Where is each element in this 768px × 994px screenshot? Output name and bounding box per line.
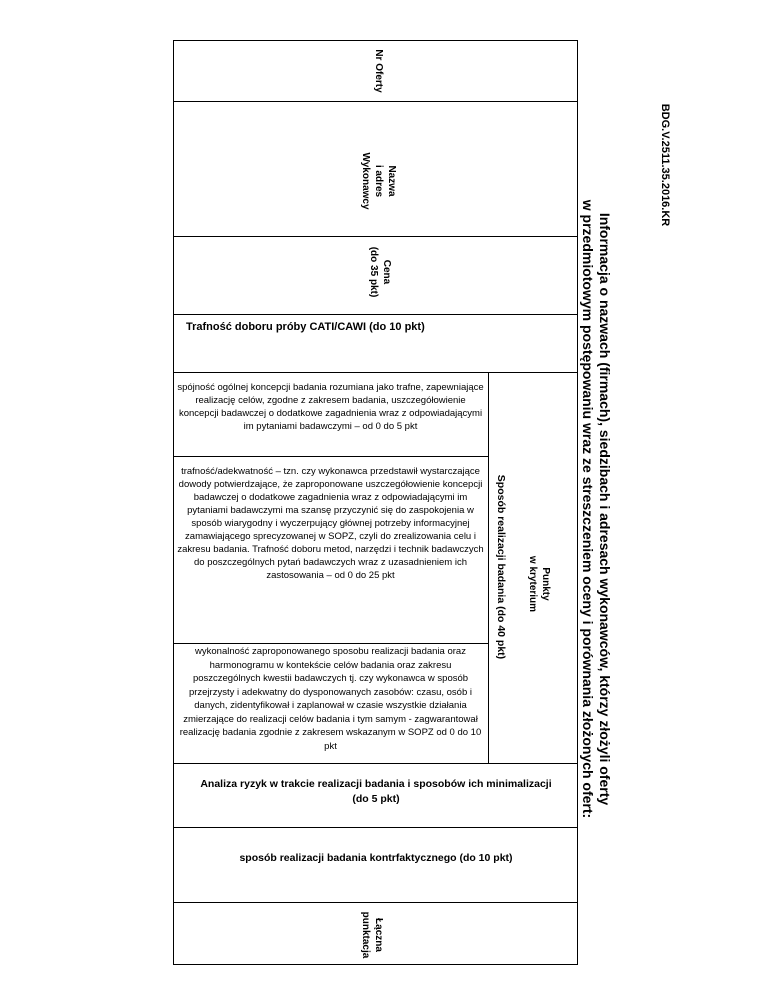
- criterion-risk-analysis: Analiza ryzyk w trakcie realizacji badania i sposobów ich minimalizacji (do 5 pkt): [200, 778, 552, 805]
- row-divider: [173, 372, 578, 373]
- col-price-line-2: (do 35 pkt): [368, 246, 379, 298]
- row-divider: [173, 456, 488, 457]
- row-divider: [173, 643, 488, 644]
- points-header-line-2: w kryterium: [527, 555, 538, 613]
- method-adequacy: trafność/adekwatność – tzn. czy wykonawca przedstawił wystarczające dowody potwierdzające, że zaproponowane uszczegółowienie koncepcji badawczej o dodatkowe zagadnienia wraz z odpowiadającymi im pytaniami badawczymi ma szansę przyczynić się do zaspokojenia w sposób wiarygodny i wyczerpujący głównej potrzeby informacyjnej zamawiającego sprecyzowanej w SOPZ, czyli do zrealizowania celu i zakresu badania. Trafność doboru metod, narzędzi i technik badawczych do poszczególnych pytań badawczych wraz z uzasadnieniem ich zastosowania – od 0 do 25 pkt: [177, 466, 484, 581]
- column-divider: [488, 372, 489, 763]
- col-name-line-1: Nazwa: [386, 165, 397, 197]
- col-offer-number: Nr Oferty: [373, 49, 384, 93]
- row-divider: [173, 763, 578, 764]
- title-line-2: w przedmiotowym postępowaniu wraz ze streszczeniem oceny i porównania złożonych ofert:: [580, 199, 596, 819]
- total-line-1: Łączna: [373, 918, 384, 952]
- method-coherence: spójność ogólnej koncepcji badania rozumiana jako trafne, zapewniające realizację celów, zgodne z zakresem badania, uszczegółowienie koncepcji badawczej o dodatkowe zagadnienia wraz z odpowiadającymi im pytaniami badawczymi – od 0 do 5 pkt: [177, 382, 484, 432]
- col-price: [363, 222, 393, 322]
- document-reference: BDG.V.2511.35.2016.KR: [659, 103, 671, 227]
- col-contractor-name: [358, 126, 398, 236]
- document-title: [577, 104, 613, 914]
- points-header: [524, 529, 552, 639]
- total-score: [355, 895, 385, 975]
- points-header-line-1: Punkty: [540, 567, 551, 601]
- col-name-line-2: i adres: [373, 164, 384, 198]
- row-divider: [173, 827, 578, 828]
- criterion-sample-selection: Trafność doboru próby CATI/CAWI (do 10 pkt): [186, 321, 425, 333]
- col-name-line-3: Wykonawcy: [360, 152, 371, 210]
- method-feasibility: wykonalność zaproponowanego sposobu realizacji badania oraz harmonogramu w kontekście celów badania oraz zakresu poszczególnych kwestii badawczych tj. czy wykonawca w sposób przejrzysty i adekwatny do dysponowanych zasobów: czasu, osób i danych, zidentyfikował i zaplanował w czasie wszystkie działania zmierzające do realizacji celów badania i tym samym - zagwarantował realizację badania zgodnie z zakresem wskazanym w SOPZ od 0 do 10 pkt: [179, 646, 482, 752]
- title-line-1: Informacja o nazwach (firmach), siedzibach i adresach wykonawców, którzy złożyli oferty: [597, 212, 613, 806]
- col-price-line-1: Cena: [381, 259, 392, 285]
- criterion-counterfactual: sposób realizacji badania kontrfaktycznego (do 10 pkt): [239, 852, 513, 864]
- method-header: Sposób realizacji badania (do 40 pkt): [495, 474, 507, 660]
- total-line-2: punktacja: [360, 911, 371, 959]
